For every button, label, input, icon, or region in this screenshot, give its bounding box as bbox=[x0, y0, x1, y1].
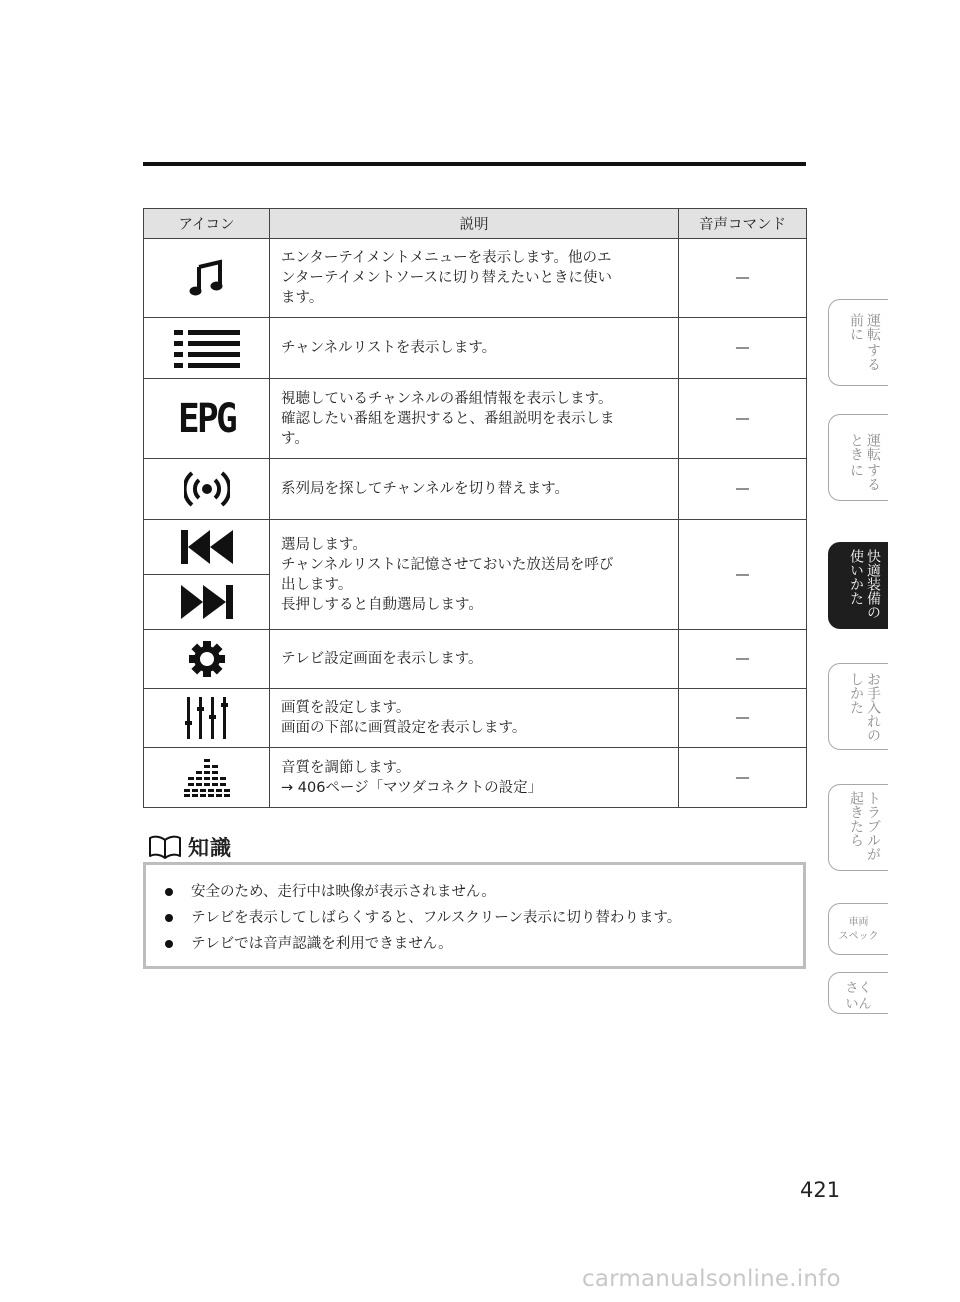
broadcast-signal-icon bbox=[184, 469, 230, 509]
equalizer-sliders-icon bbox=[185, 697, 229, 739]
description-line: 視聴しているチャンネルの番組情報を表示します。 bbox=[281, 390, 613, 407]
voice-command-cell: — bbox=[679, 630, 807, 689]
side-tab-while-driving[interactable]: 運転 とき する に bbox=[828, 414, 888, 501]
description-line: 長押しすると自動選局します。 bbox=[281, 596, 483, 613]
side-tab-maintenance[interactable]: お手入れの しかた bbox=[828, 663, 888, 750]
page-number: 421 bbox=[800, 1178, 841, 1202]
list-item: 安全のため、走行中は映像が表示されません。 bbox=[165, 879, 803, 905]
table-row bbox=[144, 239, 807, 318]
table-row bbox=[144, 318, 807, 379]
gear-icon bbox=[188, 640, 226, 678]
description-line: ンターテイメントソースに切り替えたいときに使い bbox=[281, 270, 613, 286]
voice-command-cell: — bbox=[679, 318, 807, 379]
knowledge-heading bbox=[148, 832, 232, 862]
skip-next-icon bbox=[181, 585, 233, 619]
description-line: チャンネルリストに記憶させておいた放送局を呼び bbox=[281, 556, 614, 573]
description-line: す。 bbox=[281, 430, 309, 447]
bullet-icon bbox=[165, 940, 173, 948]
header-rule bbox=[143, 162, 806, 166]
description-line: チャンネルリストを表示します。 bbox=[281, 340, 497, 356]
voice-command-cell: — bbox=[679, 459, 807, 520]
side-tab-index[interactable]: さく いん bbox=[828, 972, 888, 1014]
table-row bbox=[144, 689, 807, 748]
voice-command-cell: — bbox=[679, 379, 807, 459]
side-tab-troubleshooting[interactable]: トラブルが 起きたら bbox=[828, 784, 888, 871]
header-description: 説明 bbox=[270, 209, 679, 239]
description-line: 画面の下部に画質設定を表示します。 bbox=[281, 720, 527, 736]
voice-command-cell: — bbox=[679, 239, 807, 318]
table-header-row bbox=[144, 209, 807, 239]
table-row bbox=[144, 630, 807, 689]
description-line: 画質を設定します。 bbox=[281, 700, 411, 716]
description-line: 出します。 bbox=[281, 576, 353, 593]
header-voice-command: 音声コマンド bbox=[679, 209, 807, 239]
header-icon: アイコン bbox=[144, 209, 270, 239]
table-row bbox=[144, 459, 807, 520]
voice-command-cell: — bbox=[679, 520, 807, 630]
page-reference-link[interactable]: → 406ページ「マツダコネクトの設定」 bbox=[281, 779, 543, 796]
description-line: 系列局を探してチャンネルを切り替えます。 bbox=[281, 481, 569, 497]
side-tab-before-driving[interactable]: 運転 前に する bbox=[828, 299, 888, 386]
open-book-icon bbox=[148, 834, 182, 860]
icon-table bbox=[143, 208, 807, 808]
side-tab-comfort-features[interactable]: 快適装備の 使いかた bbox=[828, 542, 888, 629]
side-tab-vehicle-specs[interactable]: 車両 スペック bbox=[828, 903, 888, 955]
watermark: carmanualsonline.info bbox=[582, 1266, 841, 1292]
voice-command-cell: — bbox=[679, 748, 807, 808]
list-item: テレビでは音声認識を利用できません。 bbox=[165, 931, 803, 957]
skip-previous-icon bbox=[181, 530, 233, 564]
table-row bbox=[144, 748, 807, 808]
voice-command-cell: — bbox=[679, 689, 807, 748]
list-item: テレビを表示してしばらくすると、フルスクリーン表示に切り替わります。 bbox=[165, 905, 803, 931]
knowledge-title: 知識 bbox=[188, 836, 232, 860]
knowledge-box bbox=[143, 862, 806, 969]
table-row bbox=[144, 379, 807, 459]
description-line: 選局します。 bbox=[281, 536, 367, 553]
audio-level-icon bbox=[184, 759, 230, 797]
epg-icon: EPG bbox=[178, 395, 235, 442]
table-row bbox=[144, 520, 807, 575]
description-line: 音質を調節します。 bbox=[281, 759, 411, 776]
music-note-icon bbox=[187, 258, 227, 298]
channel-list-icon bbox=[174, 328, 240, 368]
bullet-icon bbox=[165, 888, 173, 896]
description-line: テレビ設定画面を表示します。 bbox=[281, 651, 483, 667]
description-line: ます。 bbox=[281, 290, 324, 306]
bullet-icon bbox=[165, 914, 173, 922]
description-line: 確認したい番組を選択すると、番組説明を表示しま bbox=[281, 410, 615, 427]
description-line: エンターテイメントメニューを表示します。他のエ bbox=[281, 250, 612, 266]
